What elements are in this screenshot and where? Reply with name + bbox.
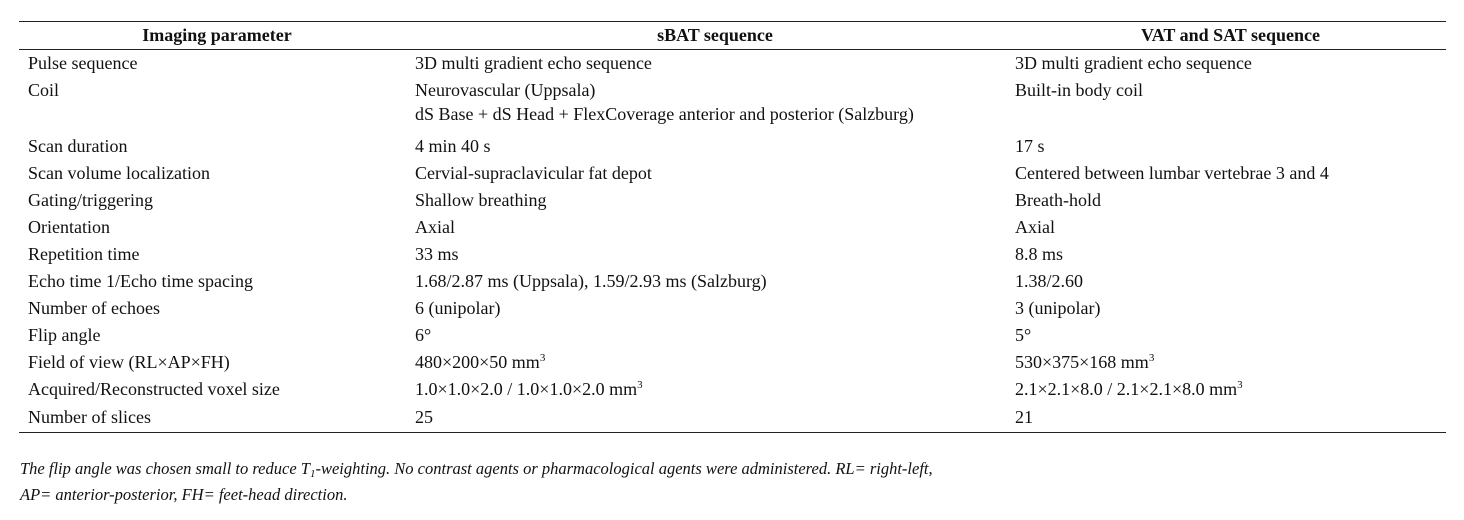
sbat-cell: 4 min 40 s: [415, 136, 491, 156]
caption-subscript: 1: [309, 468, 316, 480]
vat-cell: [1015, 376, 1446, 403]
table-row: [19, 50, 1446, 77]
table-row: [19, 349, 1446, 376]
vat-cell: 8.8 ms: [1015, 244, 1064, 264]
param-cell: Flip angle: [28, 325, 101, 345]
vat-cell: 21: [1015, 407, 1033, 427]
table-row: [19, 187, 1446, 214]
param-cell: Number of slices: [28, 407, 151, 427]
param-cell: Acquired/Reconstructed voxel size: [28, 379, 280, 399]
vat-cell: 1.38/2.60: [1015, 271, 1084, 291]
sbat-cell: 6°: [415, 325, 432, 345]
sbat-cell: Shallow breathing: [415, 190, 547, 210]
sbat-cell: 3D multi gradient echo sequence: [415, 53, 652, 73]
header-row: [19, 22, 1446, 49]
table-body: [19, 50, 1446, 432]
table-row: [19, 133, 1446, 160]
param-cell: Repetition time: [28, 244, 140, 264]
table-row: [19, 241, 1446, 268]
caption-text-3: AP= anterior-posterior, FH= feet-head direction.: [20, 485, 348, 504]
caption-text-1: The flip angle was chosen small to reduce T: [20, 459, 310, 478]
header-imaging-parameter: Imaging parameter: [142, 25, 292, 45]
sbat-cell: Cervial-supraclavicular fat depot: [415, 163, 652, 183]
param-cell: Gating/triggering: [28, 190, 153, 210]
vat-cell: 3D multi gradient echo sequence: [1015, 53, 1252, 73]
sbat-line-1: Neurovascular (Uppsala): [415, 80, 596, 100]
param-cell: Scan volume localization: [28, 163, 210, 183]
bottom-rule: [19, 432, 1446, 433]
param-cell: Number of echoes: [28, 298, 160, 318]
header-sbat-sequence: sBAT sequence: [657, 25, 773, 45]
param-cell: Echo time 1/Echo time spacing: [28, 271, 253, 291]
sbat-cell: Axial: [415, 217, 455, 237]
table-row: [19, 295, 1446, 322]
sbat-cell: [415, 77, 1015, 133]
sbat-cell: [415, 376, 1015, 403]
sbat-line-2: dS Base + dS Head + FlexCoverage anterior and posterior (Salzburg): [415, 104, 914, 124]
vat-cell: Centered between lumbar vertebrae 3 and 4: [1015, 163, 1329, 183]
sbat-cell: 6 (unipolar): [415, 298, 501, 318]
table-row: [19, 268, 1446, 295]
unit-exponent: 3: [1237, 379, 1243, 391]
vat-cell: 5°: [1015, 325, 1032, 345]
table-row: [19, 403, 1446, 432]
table-row: [19, 322, 1446, 349]
header-vat-sat-sequence: VAT and SAT sequence: [1141, 25, 1320, 45]
param-cell: Coil: [28, 80, 60, 100]
vat-value: 530×375×168 mm: [1015, 352, 1149, 372]
sbat-value: 480×200×50 mm: [415, 352, 540, 372]
vat-cell: Built-in body coil: [1015, 80, 1143, 100]
vat-cell: [1015, 349, 1446, 376]
sbat-cell: 25: [415, 407, 433, 427]
table-row: [19, 376, 1446, 403]
vat-cell: Axial: [1015, 217, 1055, 237]
table-row: [19, 160, 1446, 187]
table-caption: [20, 456, 1440, 508]
unit-exponent: 3: [539, 352, 546, 364]
caption-text-2: -weighting. No contrast agents or pharmacological agents were administered. RL= right-left,: [315, 459, 933, 478]
sbat-cell: [415, 349, 1015, 376]
parameter-table: [19, 21, 1446, 433]
sbat-cell: 33 ms: [415, 244, 459, 264]
vat-cell: Breath-hold: [1015, 190, 1101, 210]
table-row: [19, 214, 1446, 241]
sbat-value: 1.0×1.0×2.0 / 1.0×1.0×2.0 mm: [415, 379, 638, 399]
sbat-cell: 1.68/2.87 ms (Uppsala), 1.59/2.93 ms (Salzburg): [415, 271, 767, 291]
table-grid: [19, 22, 1446, 49]
param-cell: Scan duration: [28, 136, 128, 156]
table-row: [19, 77, 1446, 133]
vat-cell: 3 (unipolar): [1015, 298, 1101, 318]
param-cell: Pulse sequence: [28, 53, 138, 73]
unit-exponent: 3: [1148, 352, 1155, 364]
param-cell: Orientation: [28, 217, 110, 237]
param-cell: Field of view (RL×AP×FH): [28, 352, 230, 372]
unit-exponent: 3: [637, 379, 643, 391]
vat-value: 2.1×2.1×8.0 / 2.1×2.1×8.0 mm: [1015, 379, 1238, 399]
vat-cell: 17 s: [1015, 136, 1045, 156]
